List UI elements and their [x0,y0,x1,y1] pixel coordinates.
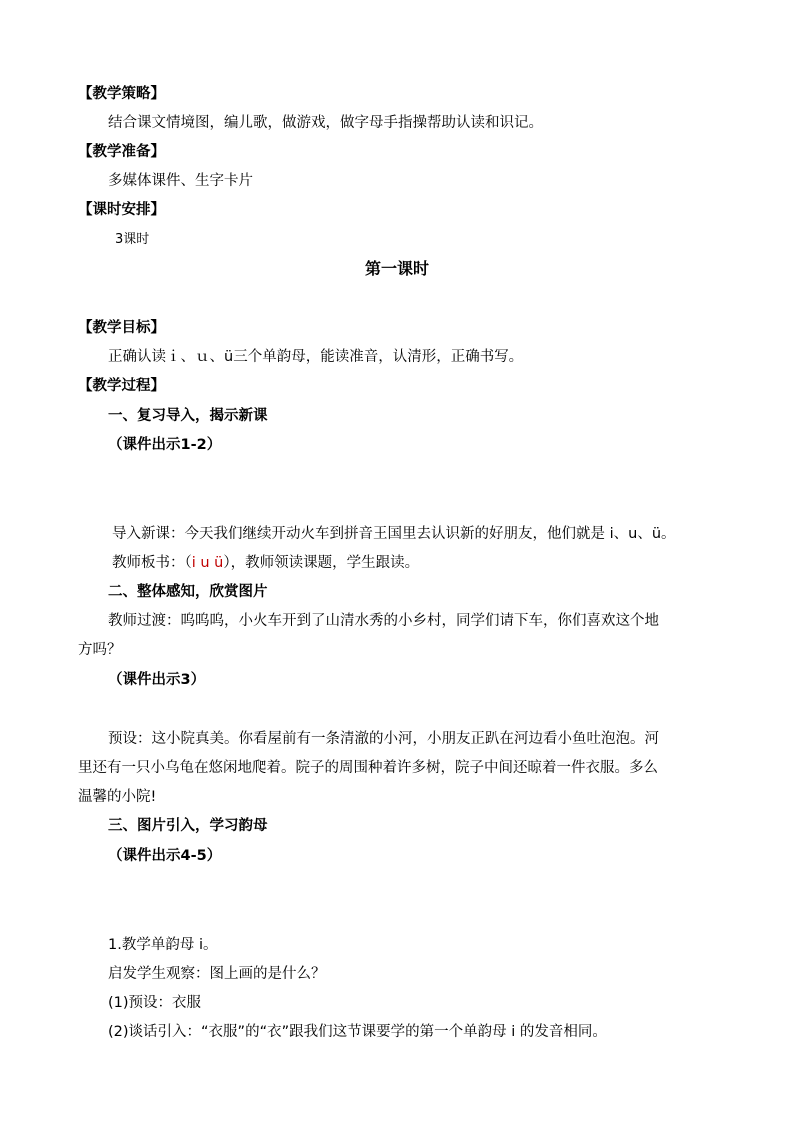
strategy-heading: 【教学策略】 [78,86,165,102]
board-writing-suffix: ），教师领读课题，学生跟读。 [223,555,420,571]
section-2-transition-line1: 教师过渡：呜呜呜，小火车开到了山清水秀的小乡村，同学们请下车，你们喜欢这个地 [108,613,659,629]
process-heading: 【教学过程】 [78,378,165,394]
section-2-preset-line1: 预设：这小院真美。你看屋前有一条清澈的小河，小朋友正趴在河边看小鱼吐泡泡。河 [108,731,659,747]
section-2-preset-line3: 温馨的小院! [78,789,157,805]
lesson-title: 第一课时 [364,259,429,278]
section-1-courseware-ref: （课件出示1-2） [108,437,222,453]
section-3-observe: 启发学生观察：图上画的是什么？ [108,966,326,982]
strategy-text: 结合课文情境图，编儿歌，做游戏，做字母手指操帮助认读和识记。 [108,115,543,131]
schedule-text: 3课时 [115,232,150,247]
section-2-courseware-ref: （课件出示3） [108,672,206,688]
section-2-title: 二、整体感知，欣赏图片 [108,584,268,600]
board-writing-letters: i u ü [191,555,224,571]
section-3-courseware-ref: （课件出示4-5） [108,848,222,864]
section-2-transition-line2: 方吗？ [78,642,122,658]
preparation-heading: 【教学准备】 [78,144,165,160]
section-1-title: 一、复习导入，揭示新课 [108,408,268,424]
schedule-heading: 【课时安排】 [78,202,165,218]
section-2-preset-line2: 里还有一只小乌龟在悠闲地爬着。院子的周围种着许多树，院子中间还晾着一件衣服。多么 [78,760,658,776]
section-3-item-1: 1.教学单韵母 i。 [108,937,218,953]
board-writing-prefix: 教师板书：（ [112,555,192,571]
goals-text: 正确认读ｉ、ｕ、ü三个单韵母，能读准音，认清形，正确书写。 [108,349,524,365]
preparation-text: 多媒体课件、生字卡片 [108,173,253,189]
section-1-board-writing [112,553,419,573]
section-3-preset: (1)预设：衣服 [108,995,202,1011]
section-1-intro-paragraph: 导入新课：今天我们继续开动火车到拼音王国里去认识新的好朋友，他们就是 i、u、ü。 [112,526,676,542]
goals-heading: 【教学目标】 [78,320,165,336]
section-3-title: 三、图片引入，学习韵母 [108,818,268,834]
section-3-talk-intro: (2)谈话引入：“衣服”的“衣”跟我们这节课要学的第一个单韵母 i 的发音相同。 [108,1024,607,1040]
